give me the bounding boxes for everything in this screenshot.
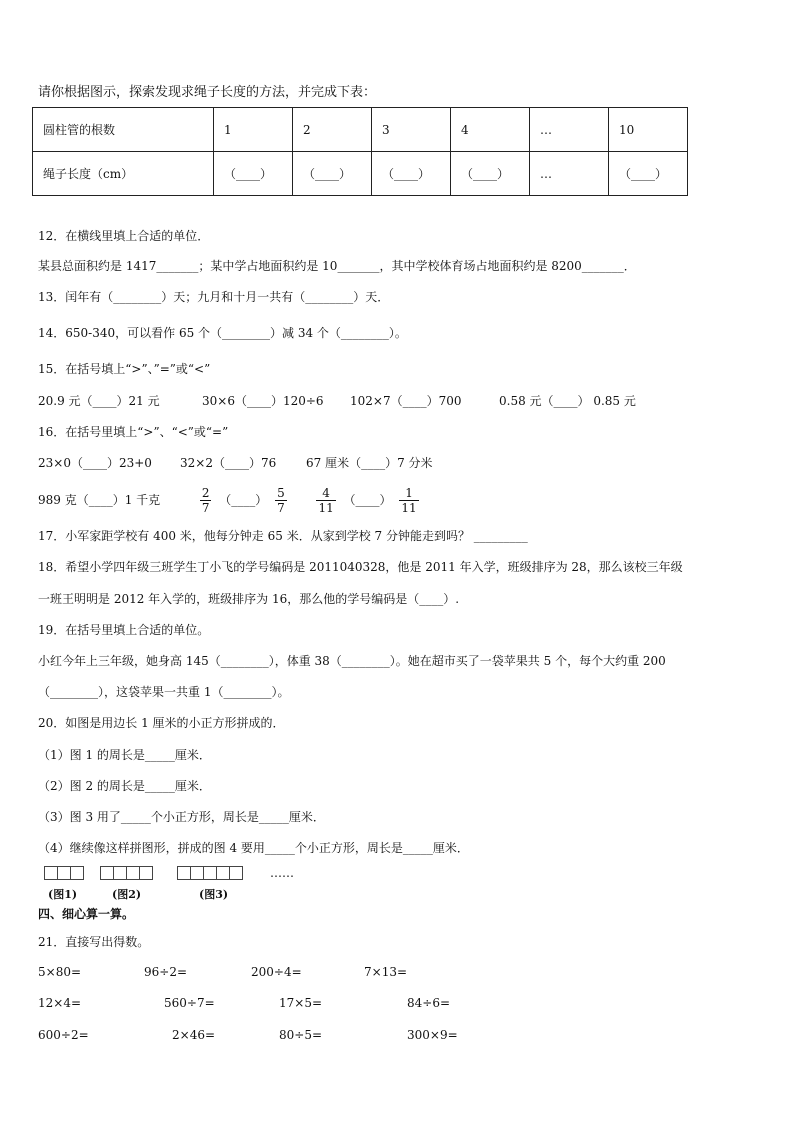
q15-item: 20.9 元（____）21 元 <box>38 394 160 408</box>
q16-title: 16．在括号里填上“>”、“<”或“=” <box>38 425 229 439</box>
q16-item: 67 厘米（____）7 分米 <box>306 456 433 470</box>
figure-label: (图3) <box>199 888 229 901</box>
fraction <box>200 486 212 515</box>
q20-sub3: （3）图 3 用了_____个小正方形，周长是_____厘米． <box>38 810 325 824</box>
q15-item: 0.58 元（____） 0.85 元 <box>499 394 636 408</box>
q18-line1: 18．希望小学四年级三班学生丁小飞的学号编码是 2011040328，他是 2011 年入学，班级排序为 28，那么该校三年级 <box>38 560 683 574</box>
numerator: 1 <box>399 486 418 501</box>
q12-title: 12．在横线里填上合适的单位． <box>38 229 210 243</box>
fraction <box>399 486 418 515</box>
calc-item: 560÷7= <box>164 996 215 1010</box>
answer-blank[interactable]: （____） <box>609 152 688 196</box>
q16-item: 989 克（____）1 千克 <box>38 493 161 507</box>
q20-sub4: （4）继续像这样拼图形，拼成的图 4 要用_____个小正方形，周长是_____厘米． <box>38 841 469 855</box>
q13: 13．闰年有（________）天；九月和十月一共有（________）天． <box>38 290 390 304</box>
table-cell: … <box>530 152 609 196</box>
q20-title: 20．如图是用边长 1 厘米的小正方形拼成的． <box>38 716 285 730</box>
q19-line2: （________），这袋苹果一共重 1（________）。 <box>38 685 290 699</box>
numerator: 5 <box>277 486 285 500</box>
q16-item: 23×0（____）23+0 <box>38 456 152 470</box>
table-cell: 绳子长度（cm） <box>33 152 214 196</box>
answer-blank[interactable]: （____） <box>451 152 530 196</box>
calc-item: 300×9= <box>407 1028 458 1042</box>
q15-item: 102×7（____）700 <box>350 394 462 408</box>
q15-title: 15．在括号填上“>”、”=”或“<” <box>38 362 211 376</box>
table-cell: … <box>530 108 609 152</box>
q12-body: 某县总面积约是 1417_______；某中学占地面积约是 10_______，其中学校体育场占地面积约是 8200_______． <box>38 259 636 273</box>
figure-label: (图1) <box>48 888 78 901</box>
rope-length-table <box>32 107 688 196</box>
calc-item: 200÷4= <box>251 965 302 979</box>
q21-title: 21．直接写出得数。 <box>38 935 150 949</box>
answer-blank[interactable]: （____） <box>219 493 268 507</box>
fraction <box>275 486 287 515</box>
q17: 17．小军家距学校有 400 米，他每分钟走 65 米．从家到学校 7 分钟能走到吗？ _________ <box>38 529 528 543</box>
table-cell: 3 <box>372 108 451 152</box>
calc-item: 17×5= <box>279 996 323 1010</box>
table-row <box>33 152 688 196</box>
calc-item: 96÷2= <box>144 965 188 979</box>
denominator: 7 <box>201 501 210 515</box>
calc-item: 84÷6= <box>407 996 451 1010</box>
answer-blank[interactable]: （____） <box>214 152 293 196</box>
table-cell: 圆柱管的根数 <box>33 108 214 152</box>
q20-sub2: （2）图 2 的周长是_____厘米． <box>38 779 211 793</box>
denominator: 11 <box>401 501 417 515</box>
section-heading: 四、细心算一算。 <box>38 907 135 921</box>
calc-item: 7×13= <box>364 965 408 979</box>
q14: 14．650-340，可以看作 65 个（________）减 34 个（________）。 <box>38 326 407 340</box>
table-cell: 2 <box>293 108 372 152</box>
answer-blank[interactable]: （____） <box>372 152 451 196</box>
denominator: 11 <box>318 501 334 515</box>
calc-item: 12×4= <box>38 996 82 1010</box>
table-cell: 4 <box>451 108 530 152</box>
question-intro: 请你根据图示，探索发现求绳子长度的方法，并完成下表： <box>38 85 377 100</box>
answer-blank[interactable]: （____） <box>343 493 392 507</box>
fraction <box>316 486 335 515</box>
denominator: 7 <box>277 501 285 515</box>
calc-item: 2×46= <box>172 1028 216 1042</box>
calc-item: 80÷5= <box>279 1028 323 1042</box>
q19-title: 19．在括号里填上合适的单位。 <box>38 623 210 637</box>
ellipsis: …… <box>270 866 294 880</box>
table-cell: 10 <box>609 108 688 152</box>
numerator: 4 <box>316 486 335 501</box>
calc-item: 5×80= <box>38 965 82 979</box>
table-cell: 1 <box>214 108 293 152</box>
calc-item: 600÷2= <box>38 1028 89 1042</box>
numerator: 2 <box>201 486 210 500</box>
q19-line1: 小红今年上三年级，她身高 145（________），体重 38（________）。她在超市买了一袋苹果共 5 个，每个大约重 200 <box>38 654 666 668</box>
figure-label: (图2) <box>112 888 142 901</box>
answer-blank[interactable]: （____） <box>293 152 372 196</box>
table-row <box>33 108 688 152</box>
q18-line2: 一班王明明是 2012 年入学的，班级排序为 16，那么他的学号编码是（____）. <box>38 592 460 606</box>
q15-item: 30×6（____）120÷6 <box>202 394 324 408</box>
q16-item: 32×2（____）76 <box>180 456 277 470</box>
q20-sub1: （1）图 1 的周长是_____厘米． <box>38 748 211 762</box>
q16-row2 <box>38 482 423 518</box>
